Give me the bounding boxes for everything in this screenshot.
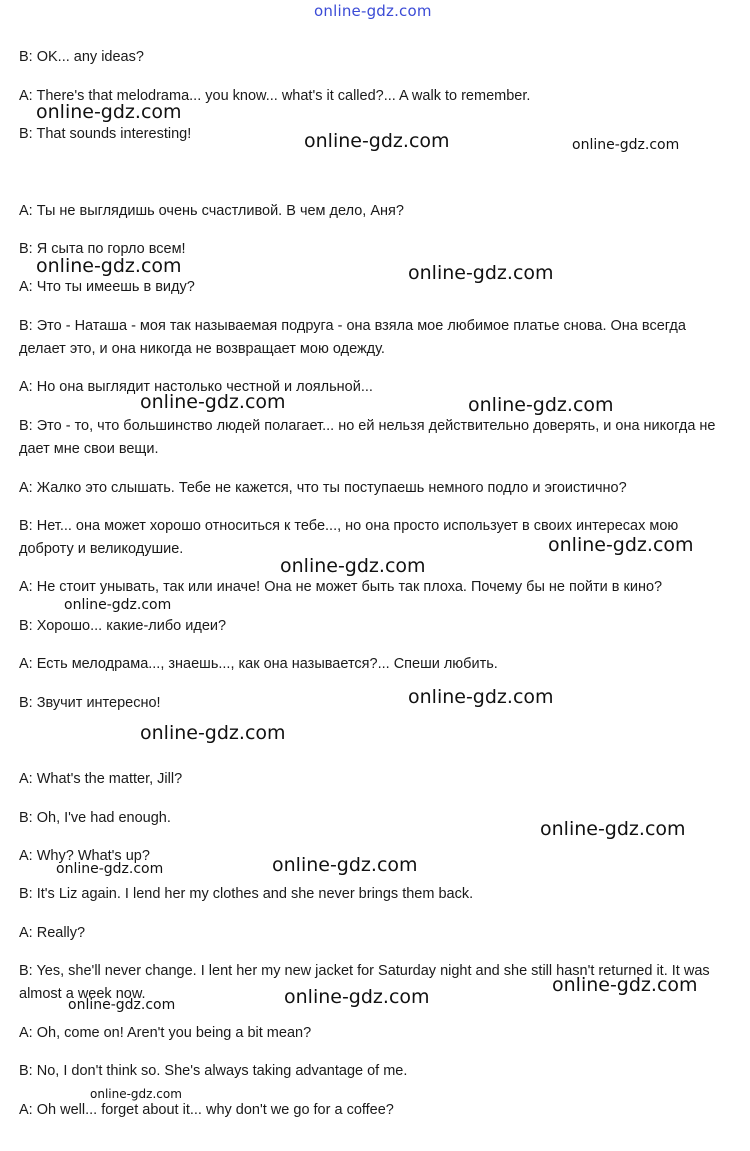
dialogue-line: B: Это - Наташа - моя так называемая подруга - она взяла мое любимое платье снова. Она всегда делает это, и она никогда не возвращает мою одежду. [19,318,686,357]
dialogue-line: B: Yes, she'll never change. I lent her my new jacket for Saturday night and she still hasn't returned it. It was almost a week now. [19,963,710,1002]
dialogue-line: A: Не стоит унывать, так или иначе! Она не может быть так плоха. Почему бы не пойти в кино? [19,579,663,595]
dialogue-line: A: Ты не выглядишь очень счастливой. В чем дело, Аня? [19,203,404,219]
dialogue-line: A: Oh well... forget about it... why don't we go for a coffee? [19,1102,394,1118]
dialogue-line: B: Нет... она может хорошо относиться к тебе..., но она просто использует в своих интересах мою доброту и великодушие. [19,518,679,557]
watermark: online-gdz.com [140,391,286,413]
dialogue-line: B: Хорошо... какие-либо идеи? [19,618,227,634]
dialogue-line: B: It's Liz again. I lend her my clothes and she never brings them back. [19,886,474,902]
dialogue-line: B: Я сыта по горло всем! [19,241,186,257]
watermark: online-gdz.com [548,534,694,556]
watermark: online-gdz.com [284,986,430,1008]
dialogue-line: A: Что ты имеешь в виду? [19,279,195,295]
watermark: online-gdz.com [408,686,554,708]
watermark: online-gdz.com [36,255,182,277]
dialogue-line: A: Есть мелодрама..., знаешь..., как она называется?... Спеши любить. [19,656,498,672]
dialogue-line: A: There's that melodrama... you know... what's it called?... A walk to remember. [19,88,531,104]
dialogue-line: A: Жалко это слышать. Тебе не кажется, что ты поступаешь немного подло и эгоистично? [19,480,627,496]
dialogue-line: B: OK... any ideas? [19,49,144,65]
watermark: online-gdz.com [304,130,450,152]
watermark: online-gdz.com [272,854,418,876]
dialogue-line: B: Oh, I've had enough. [19,810,171,826]
dialogue-line: B: That sounds interesting! [19,126,192,142]
watermark: online-gdz.com [90,1087,182,1101]
watermark: online-gdz.com [572,137,680,153]
dialogue-line: A: Really? [19,925,86,941]
watermark: online-gdz.com [56,861,164,877]
dialogue-line: B: No, I don't think so. She's always taking advantage of me. [19,1063,408,1079]
dialogue-line: B: Это - то, что большинство людей полагает... но ей нельзя действительно доверять, и она никогда не дает мне свои вещи. [19,418,716,457]
watermark: online-gdz.com [280,555,426,577]
watermark: online-gdz.com [68,997,176,1013]
watermark: online-gdz.com [540,818,686,840]
dialogue-line: A: Но она выглядит настолько честной и лояльной... [19,379,373,395]
header-watermark: online-gdz.com [314,2,432,20]
watermark: online-gdz.com [64,597,172,613]
dialogue-line: A: What's the matter, Jill? [19,771,183,787]
watermark: online-gdz.com [468,394,614,416]
dialogue-line: A: Oh, come on! Aren't you being a bit mean? [19,1025,312,1041]
watermark: online-gdz.com [408,262,554,284]
watermark: online-gdz.com [140,722,286,744]
watermark: online-gdz.com [36,101,182,123]
watermark: online-gdz.com [552,974,698,996]
dialogue-line: A: Why? What's up? [19,848,150,864]
dialogue-line: B: Звучит интересно! [19,695,161,711]
